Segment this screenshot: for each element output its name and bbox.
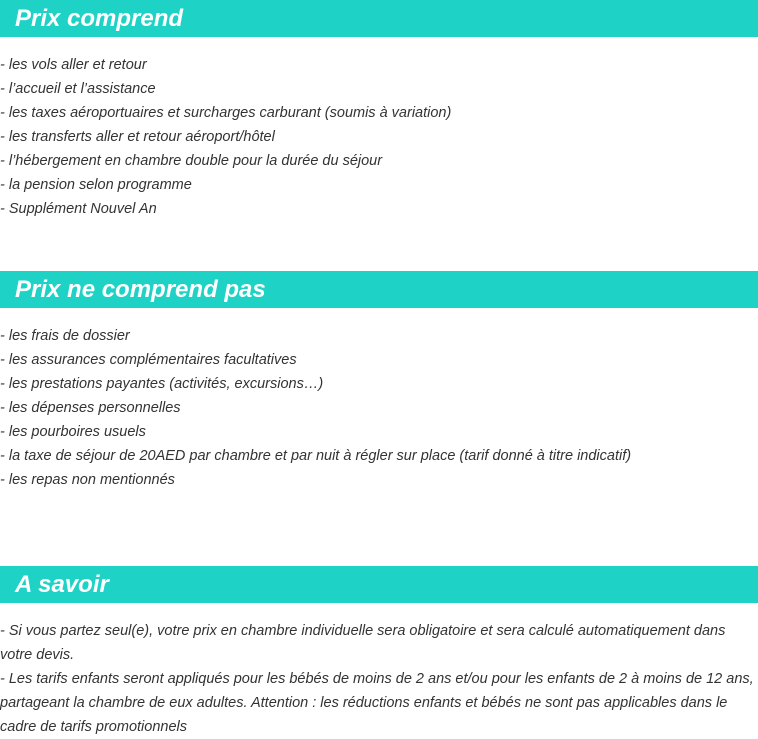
list-item: - les dépenses personnelles xyxy=(0,400,181,416)
list-item: - les assurances complémentaires facultatives xyxy=(0,352,297,368)
section-title-excluded: Prix ne comprend pas xyxy=(15,276,266,303)
section-title-info: A savoir xyxy=(15,571,109,598)
list-item: - les transferts aller et retour aéroport/hôtel xyxy=(0,129,275,145)
section-header-excluded xyxy=(0,271,758,308)
list-item: - les prestations payantes (activités, excursions…) xyxy=(0,376,324,392)
list-item: - l’accueil et l’assistance xyxy=(0,81,156,97)
included-list xyxy=(0,53,758,221)
section-header-info xyxy=(0,566,758,603)
list-item: - les repas non mentionnés xyxy=(0,472,175,488)
list-item: - les vols aller et retour xyxy=(0,57,147,73)
info-paragraph: - Les tarifs enfants seront appliqués pour les bébés de moins de 2 ans et/ou pour les enfants de 2 à moins de 12 ans, partageant la chambre de eux adultes. Attention : les réductions enfants et bébés ne sont pas applicables dans le cadre de tarifs promotionnels xyxy=(0,671,754,735)
excluded-list xyxy=(0,324,758,492)
list-item: - l’hébergement en chambre double pour la durée du séjour xyxy=(0,153,383,169)
list-item: - les taxes aéroportuaires et surcharges carburant (soumis à variation) xyxy=(0,105,452,121)
list-item: - les frais de dossier xyxy=(0,328,130,344)
list-item: - Supplément Nouvel An xyxy=(0,201,157,217)
list-item: - la pension selon programme xyxy=(0,177,192,193)
section-title-included: Prix comprend xyxy=(15,5,184,32)
info-paragraph: - Si vous partez seul(e), votre prix en chambre individuelle sera obligatoire et sera calculé automatiquement dans votre devis. xyxy=(0,623,726,663)
section-header-included xyxy=(0,0,758,37)
list-item: - la taxe de séjour de 20AED par chambre et par nuit à régler sur place (tarif donné à titre indicatif) xyxy=(0,448,632,464)
list-item: - les pourboires usuels xyxy=(0,424,146,440)
